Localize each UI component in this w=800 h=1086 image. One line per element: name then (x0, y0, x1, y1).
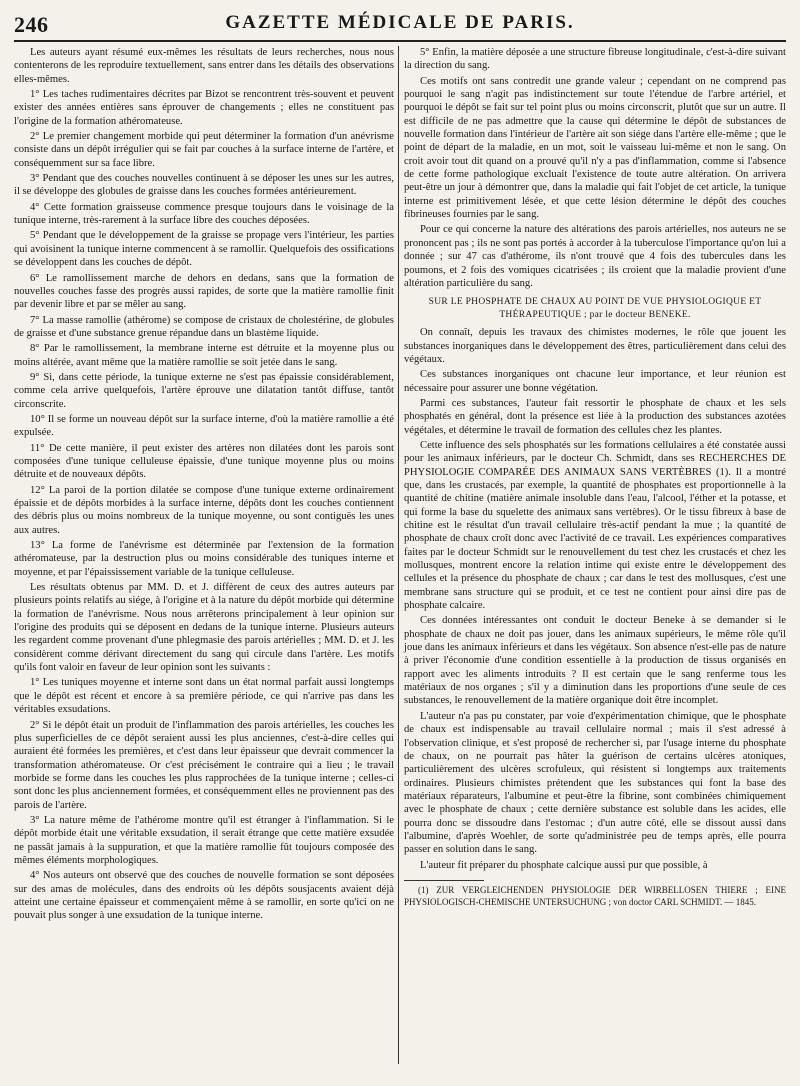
journal-title: GAZETTE MÉDICALE DE PARIS. (225, 12, 575, 33)
paragraph: 9° Si, dans cette période, la tunique externe ne s'est pas épaissie considérablement, comme cela arrive quelquefois, l'artère éprouve une dilatation tantôt diffuse, tantôt circonscrite. (14, 371, 394, 410)
paragraph: 1° Les tuniques moyenne et interne sont dans un état normal parfait aussi longtemps que le dépôt est récent et encore à sa première période, ce qui n'arrive pas dans les véritables exsudations. (14, 677, 394, 716)
paragraph: Pour ce qui concerne la nature des altérations des parois artérielles, nos auteurs ne se prononcent pas ; ils ne sont pas portés à accorder à la tuberculose l'importance qu'on lui a donnée ; sur 47 cas d'athérome, ils n'ont trouvé que 4 fois des tubercules dans les poumons, et 2 fois des vomiques cicatrisées ; ils croient que la maladie provient d'une altération particulière du sang. (404, 224, 786, 289)
page-number: 246 (14, 12, 49, 37)
paragraph: Ces données intéressantes ont conduit le docteur Beneke à se demander si le phosphate de chaux ne doit pas jouer, dans les animaux supérieurs, le même rôle qu'il joue dans les animaux inférieurs et dans les végétaux. Son absence n'est-elle pas de nature à priver l'économie d'une condition essentielle à la production de tissus organisés en rapport avec les aliments introduits ? Il est certain que le sang renferme tous les matériaux de nos organes ; s'il y a diminution dans les proportions d'une seule de ces substances, le renouvellement de la matière organique doit être incomplet. (404, 615, 786, 707)
paragraph: 6° Le ramollissement marche de dehors en dedans, sans que la formation de nouvelles couches fasse des progrès aussi rapides, de sorte que la matière ramollie finit par devenir libre et par se mêler au sang. (14, 272, 394, 311)
paragraph: 5° Pendant que le développement de la graisse se propage vers l'intérieur, les parties qui avoisinent la tunique interne commencent à se ramollir. Quelquefois des ossifications se développent dans les couches de dépôt. (14, 230, 394, 269)
paragraph: L'auteur fit préparer du phosphate calcique aussi pur que possible, à (420, 859, 708, 871)
paragraph: Parmi ces substances, l'auteur fait ressortir le phosphate de chaux et les sels phosphatés en général, dont la présence est liée à la production des substances azotées végétales, et détermine le travail de formation des cellules chez les plantes. (404, 397, 786, 436)
right-column (404, 46, 786, 910)
paragraph: 3° Pendant que des couches nouvelles continuent à se déposer les unes sur les autres, il se développe des globules de graisse dans les couches formées antérieurement. (14, 173, 394, 198)
paragraph: Ces motifs ont sans contredit une grande valeur ; cependant on ne comprend pas pourquoi le sang n'agit pas indistinctement sur toute l'étendue de l'arbre artériel, et pourquoi le dépôt se fait sur tel point plus ou moins circonscrit, plutôt que sur un autre. Il est difficile de ne pas admettre que la cause qui détermine le dépôt de substances de nouvelle formation dans l'intérieur de l'artère ait son siége dans l'artère elle-même ; que le point de départ de la maladie, en un mot, soit le vaisseau lui-même et non le sang. On croit avoir tout dit quand on a prouvé qu'il n'y a pas d'inflammation, comme si l'absence de cette forme pathologique excluait l'existence de toute autre altération. On arrivera peut-être un jour à démontrer que, dans la maladie qui fait l'objet de cet article, la tunique interne est primitivement lésée, et que cette lésion détermine le dépôt des couches fibrineuses fournies par le sang. (404, 75, 786, 221)
paragraph: 8° Par le ramollissement, la membrane interne est détruite et la moyenne plus ou moins altérée, avant même que la matière ramollie se soit jetée dans le sang. (14, 343, 394, 368)
paragraph: Cette influence des sels phosphatés sur les formations cellulaires a été constatée aussi pour les animaux inférieurs, par le docteur Ch. Schmidt, dans ses RECHERCHES DE PHYSIOLOGIE COMPARÉE DES ANIMAUX SANS VERTÈBRES (1). Il a montré que, dans les crustacés, par exemple, la quantité de phosphates est proportionnelle à la quantité de chitine (matière animale insoluble dans l'eau, l'alcool, l'éther et la potasse, et qui forme la base du squelette des animaux sans vertèbres). Or le tissu fibreux à base de chitine est le résultat d'un travail cellulaire très-actif pendant la mue ; la quantité de phosphate de chaux croît donc avec l'activité de ce travail. Les expériences comparatives faites par le docteur Schmidt sur le renouvellement du test chez les crustacés et chez les mollusques, montrent encore la relation intime qui existe entre le développement des cellules et la présence du phosphate de chaux ; car dans le test des mollusques, c'est une membrane sans structure qui se produit, et ce test ne contient pour ainsi dire pas de phosphate calcaire. (404, 439, 786, 612)
paragraph: 3° La nature même de l'athérome montre qu'il est étranger à l'inflammation. Si le dépôt morbide était une véritable exsudation, il serait étrange que cette matière exsudée ne passât jamais à la suppuration, et que la matière ramollie fût toujours composée des mêmes éléments morphologiques. (14, 814, 394, 866)
left-column (14, 46, 394, 925)
paragraph: 4° Nos auteurs ont observé que des couches de nouvelle formation se sont déposées sur des amas de molécules, dans des endroits où les dépôts sousjacents avaient déjà atteint une certaine épaisseur et commençaient même à se ramollir, en sorte qu'ici on ne pouvait plus songer à une exsudation de la tunique interne. (14, 870, 394, 922)
paragraph: 5° Enfin, la matière déposée a une structure fibreuse longitudinale, c'est-à-dire suivant la direction du sang. (404, 47, 786, 72)
paragraph: 7° La masse ramollie (athérome) se compose de cristaux de cholestérine, de globules de graisse et d'une substance grenue répandue dans un blastème liquide. (14, 314, 394, 339)
page-header (0, 0, 800, 42)
footnote: (1) ZUR VERGLEICHENDEN PHYSIOLOGIE DER WIRBELLOSEN THIERE ; EINE PHYSIOLOGISCH-CHEMISCHE UNTERSUCHUNG ; von doctor CARL SCHMIDT. — 1845. (404, 884, 786, 907)
header-rule (14, 40, 786, 42)
paragraph: 13° La forme de l'anévrisme est déterminée par l'extension de la formation athéromateuse, par la destruction plus ou moins considérable des tuniques interne et moyenne, et par l'épaississement variable de la tunique celluleuse. (14, 540, 394, 578)
paragraph: Les auteurs ayant résumé eux-mêmes les résultats de leurs recherches, nous nous contenterons de les reproduire textuellement, sans entrer dans les détails des observations elles-mêmes. (14, 47, 394, 85)
paragraph: 2° Si le dépôt était un produit de l'inflammation des parois artérielles, les couches les plus superficielles de ce dépôt seraient aussi les plus anciennes, c'est-à-dire celles qui auraient été formées les premières, et c'est dans leur épaisseur que devrait commencer la transformation athéromateuse. Or c'est précisément le contraire qui a lieu ; le travail morbide se forme dans les couches les plus rapprochées de la tunique interne ; celles-ci sont donc les plus anciennement formées, et conséquemment elles ne proviennent pas des parois de l'artère. (14, 719, 394, 811)
paragraph: L'auteur n'a pas pu constater, par voie d'expérimentation chimique, que le phosphate de chaux est indispensable au travail cellulaire normal ; mais il s'est adressé à l'observation clinique, et s'est proposé de rechercher si, par l'usage interne du phosphate de chaux, on ne pourrait pas hâter la guérison de certains ulcères atoniques, particulièrement des ulcères scrofuleux, qui résistent si longtemps aux traitements ordinaires. Plusieurs chimistes prétendent que les substances qui font la base des matériaux réparateurs, l'albumine et peut-être la fibrine, sont combinées chimiquement avec le phosphate de chaux ; cette dernière substance est soluble dans les acides, elle pourra donc se dissoudre dans l'estomac ; d'un autre côté, elle se dissout aussi dans l'albumine, d'après Woehler, de sorte qu'administrée peu de temps après, elle pourra passer en solution dans le sang. (404, 710, 786, 856)
paragraph: On connaît, depuis les travaux des chimistes modernes, le rôle que jouent les substances inorganiques dans le développement des êtres, particulièrement dans celui des végétaux. (404, 327, 786, 365)
paragraph: 4° Cette formation graisseuse commence presque toujours dans le voisinage de la tunique interne, très-rarement à la surface libre des couches déposées. (14, 201, 394, 227)
footnote-rule (404, 880, 484, 881)
paragraph: 2° Le premier changement morbide qui peut déterminer la formation d'un anévrisme consiste dans un dépôt irrégulier qui se fait par couches à la surface interne de l'artère, et conséquemment sur sa face libre. (14, 131, 394, 169)
paragraph: Ces substances inorganiques ont chacune leur importance, et leur réunion est nécessaire pour assurer une bonne végétation. (404, 369, 786, 394)
paragraph: Les résultats obtenus par MM. D. et J. diffèrent de ceux des autres auteurs par plusieurs points relatifs au siége, à l'origine et à la nature du dépôt morbide qui détermine la formation de l'anévrisme. Nous nous arrêterons principalement à leur opinion sur l'origine des produits qui se déposent en dedans de la tunique interne. Plusieurs auteurs les regardent comme provenant d'une phlegmasie des parois artérielles ; MM. D. et J. les considèrent comme dérivant directement du sang qui circule dans l'artère. Les motifs qu'ils font valoir en faveur de leur opinion sont les suivants : (14, 582, 394, 674)
paragraph: 11° De cette manière, il peut exister des artères non dilatées dont les parois sont composées d'une tunique celluleuse épaissie, d'une tunique moyenne plus ou moins détruite et de nouveaux dépôts. (14, 442, 394, 481)
article-heading: SUR LE PHOSPHATE DE CHAUX AU POINT DE VUE PHYSIOLOGIQUE ET THÉRAPEUTIQUE ; par le docteur BENEKE. (428, 297, 762, 321)
paragraph: 10° Il se forme un nouveau dépôt sur la surface interne, d'où la matière ramollie a été expulsée. (14, 413, 394, 439)
paragraph: 1° Les taches rudimentaires décrites par Bizot se rencontrent très-souvent et peuvent exister des années entières sans éprouver de changements ; elles ne constituent pas l'origine de la formation athéromateuse. (14, 89, 394, 127)
paragraph: 12° La paroi de la portion dilatée se compose d'une tunique externe ordinairement épaissie et de dépôts morbides à la surface interne, dépôts dont les couches contiennent des débris plus ou moins nombreux de la tunique moyenne, ou sont contiguës les unes aux autres. (14, 484, 394, 536)
column-separator (398, 46, 399, 1064)
